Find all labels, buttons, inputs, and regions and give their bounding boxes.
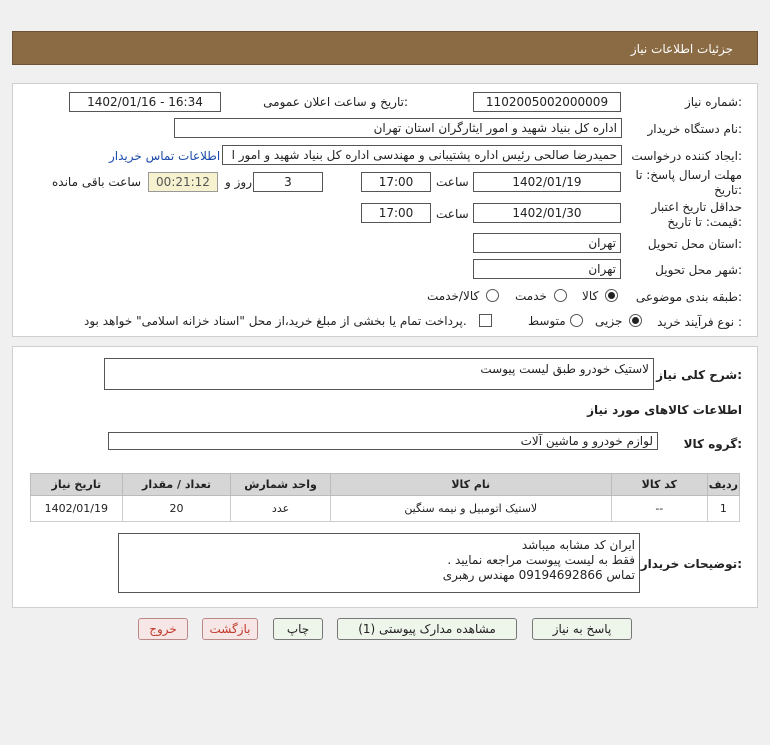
col-name: نام کالا	[330, 474, 611, 496]
buyer-notes-line: فقط به لیست پیوست مراجعه نمایید .	[447, 553, 635, 567]
col-code: کد کالا	[611, 474, 707, 496]
category-label: طبقه بندی موضوعی:	[635, 290, 742, 304]
validity-date-field: 1402/01/30	[473, 203, 621, 223]
page-header: جزئیات اطلاعات نیاز	[12, 31, 758, 65]
requester-field: حمیدرضا صالحی رئیس اداره پشتیبانی و مهندسی اداره کل بنیاد شهید و امور ا	[222, 145, 622, 165]
deadline-time-field: 17:00	[361, 172, 431, 192]
buyer-org-field: اداره کل بنیاد شهید و امور ایثارگران استان تهران	[174, 118, 622, 138]
buyer-notes-field	[118, 533, 640, 593]
summary-label: شرح کلی نیاز:	[656, 368, 742, 382]
announce-label: تاریخ و ساعت اعلان عمومی:	[263, 95, 408, 109]
print-button[interactable]: چاپ	[273, 618, 323, 640]
cell-name: لاستیک اتومبیل و نیمه سنگین	[330, 496, 611, 522]
summary-field: لاستیک خودرو طبق لیست پیوست	[104, 358, 654, 390]
process-option-minor: جزیی	[595, 314, 623, 328]
cell-code: --	[611, 496, 707, 522]
validity-label-line2: قیمت: تا تاریخ:	[667, 215, 742, 229]
col-row: ردیف	[707, 474, 739, 496]
buyer-org-label: نام دستگاه خریدار:	[647, 122, 742, 136]
province-field: تهران	[473, 233, 621, 253]
process-option-medium: متوسط	[528, 314, 566, 328]
validity-label-line1: حداقل تاریخ اعتبار	[651, 200, 742, 214]
process-radio-medium[interactable]	[570, 314, 583, 327]
cell-unit: عدد	[231, 496, 330, 522]
back-button[interactable]: بازگشت	[202, 618, 258, 640]
deadline-time-label: ساعت	[436, 175, 469, 189]
cell-quantity: 20	[122, 496, 231, 522]
category-radio-service[interactable]	[554, 289, 567, 302]
category-radio-goods[interactable]	[605, 289, 618, 302]
buyer-notes-line: تماس 09194692866 مهندس رهبری	[442, 568, 635, 582]
process-label: نوع فرآیند خرید :	[657, 315, 742, 329]
exit-button[interactable]: خروج	[138, 618, 188, 640]
process-radio-minor[interactable]	[629, 314, 642, 327]
category-option-goods: کالا	[582, 289, 599, 303]
cell-row: 1	[707, 496, 739, 522]
province-label: استان محل تحویل:	[647, 237, 742, 251]
days-label: روز و	[225, 175, 252, 189]
need-number-field: 1102005002000009	[473, 92, 621, 112]
remaining-label: ساعت باقی مانده	[52, 175, 142, 189]
category-option-service: خدمت	[515, 289, 547, 303]
category-option-goods-service: کالا/خدمت	[427, 289, 480, 303]
deadline-label-line1: مهلت ارسال پاسخ: تا	[635, 168, 742, 182]
cell-date: 1402/01/19	[31, 496, 123, 522]
reply-button[interactable]: پاسخ به نیاز	[532, 618, 632, 640]
table-row	[31, 496, 740, 522]
goods-group-label: گروه کالا:	[683, 437, 742, 451]
col-unit: واحد شمارش	[231, 474, 330, 496]
validity-time-label: ساعت	[436, 207, 469, 221]
deadline-date-field: 1402/01/19	[473, 172, 621, 192]
col-quantity: تعداد / مقدار	[122, 474, 231, 496]
treasury-payment-checkbox[interactable]	[479, 314, 492, 327]
deadline-label-line2: تاریخ:	[714, 183, 742, 197]
city-field: تهران	[473, 259, 621, 279]
goods-group-field: لوازم خودرو و ماشین آلات	[108, 432, 658, 450]
items-table	[30, 473, 740, 522]
buyer-contact-link[interactable]: اطلاعات تماس خریدار	[109, 149, 221, 163]
validity-time-field: 17:00	[361, 203, 431, 223]
treasury-payment-note: پرداخت تمام یا بخشی از مبلغ خرید،از محل "اسناد خزانه اسلامی" خواهد بود.	[84, 314, 467, 328]
buyer-notes-line: ایران کد مشابه میباشد	[521, 538, 635, 552]
requester-label: ایجاد کننده درخواست:	[631, 149, 742, 163]
need-number-label: شماره نیاز:	[684, 95, 742, 109]
days-field: 3	[253, 172, 323, 192]
col-date: تاریخ نیاز	[31, 474, 123, 496]
announce-field: 1402/01/16 - 16:34	[69, 92, 221, 112]
items-table-header	[31, 474, 740, 496]
category-radio-goods-service[interactable]	[486, 289, 499, 302]
city-label: شهر محل تحویل:	[655, 263, 742, 277]
remaining-timer: 00:21:12	[148, 172, 218, 192]
view-attachments-button[interactable]: مشاهده مدارک پیوستی (1)	[337, 618, 517, 640]
buyer-notes-label: توضیحات خریدار:	[640, 557, 742, 571]
items-section-title: اطلاعات کالاهای مورد نیاز	[587, 403, 742, 417]
